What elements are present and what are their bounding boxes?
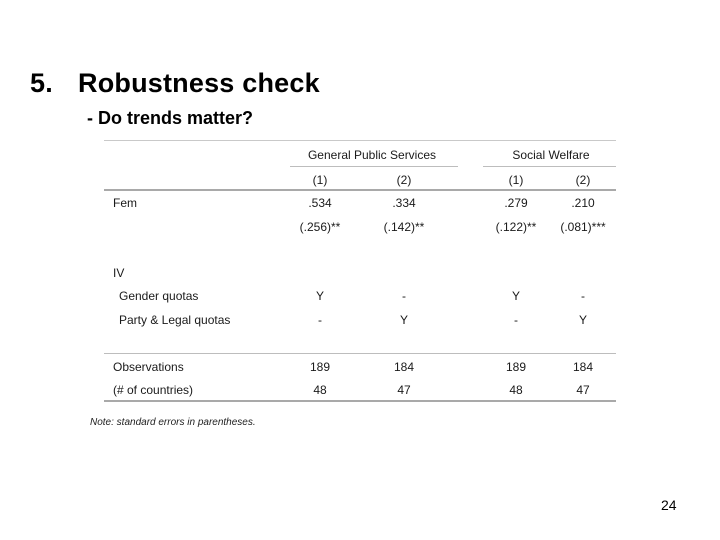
- fem-coefficient: .534: [308, 196, 332, 210]
- row-label-countries: (# of countries): [113, 383, 194, 397]
- observations-value: 184: [393, 360, 415, 374]
- column-header: (1): [312, 173, 328, 187]
- row-label-iv: IV: [113, 266, 125, 280]
- fem-coefficient: .279: [504, 196, 528, 210]
- table-top-rule: [104, 140, 616, 141]
- group-header-general-public-services: General Public Services: [307, 148, 437, 162]
- header-rule: [104, 189, 616, 191]
- slide-subtitle: - Do trends matter?: [87, 108, 254, 128]
- table-note: Note: standard errors in parentheses.: [90, 417, 256, 428]
- group-header-social-welfare: Social Welfare: [512, 148, 590, 162]
- regression-table: [104, 139, 616, 402]
- column-header: (2): [396, 173, 412, 187]
- group-underline-gps: [290, 166, 458, 167]
- countries-value: 47: [576, 383, 590, 397]
- title-text: Robustness check: [78, 68, 320, 98]
- observations-value: 184: [572, 360, 594, 374]
- party-legal-quotas-value: -: [318, 313, 322, 327]
- row-label-gender-quotas: Gender quotas: [119, 289, 199, 303]
- countries-value: 48: [313, 383, 327, 397]
- group-underline-sw: [483, 166, 616, 167]
- slide-title: [30, 68, 320, 99]
- fem-coefficient: .210: [571, 196, 595, 210]
- fem-std-error: (.142)**: [383, 220, 425, 234]
- fem-coefficient: .334: [392, 196, 416, 210]
- row-label-fem: Fem: [113, 196, 137, 210]
- fem-std-error: (.122)**: [495, 220, 537, 234]
- column-header: (1): [508, 173, 524, 187]
- countries-value: 47: [397, 383, 411, 397]
- party-legal-quotas-value: Y: [578, 313, 588, 327]
- observations-value: 189: [505, 360, 527, 374]
- gender-quotas-value: Y: [315, 289, 325, 303]
- countries-value: 48: [509, 383, 523, 397]
- party-legal-quotas-value: Y: [399, 313, 409, 327]
- gender-quotas-value: Y: [511, 289, 521, 303]
- gender-quotas-value: -: [581, 289, 585, 303]
- row-label-party-legal-quotas: Party & Legal quotas: [119, 313, 231, 327]
- row-label-observations: Observations: [113, 360, 184, 374]
- observations-value: 189: [309, 360, 331, 374]
- column-header: (2): [575, 173, 591, 187]
- title-number: 5.: [30, 68, 53, 98]
- page-number: 24: [661, 497, 677, 513]
- section-rule: [104, 353, 616, 354]
- fem-std-error: (.256)**: [299, 220, 341, 234]
- fem-std-error: (.081)***: [560, 220, 606, 234]
- table-bottom-rule: [104, 400, 616, 402]
- gender-quotas-value: -: [402, 289, 406, 303]
- party-legal-quotas-value: -: [514, 313, 518, 327]
